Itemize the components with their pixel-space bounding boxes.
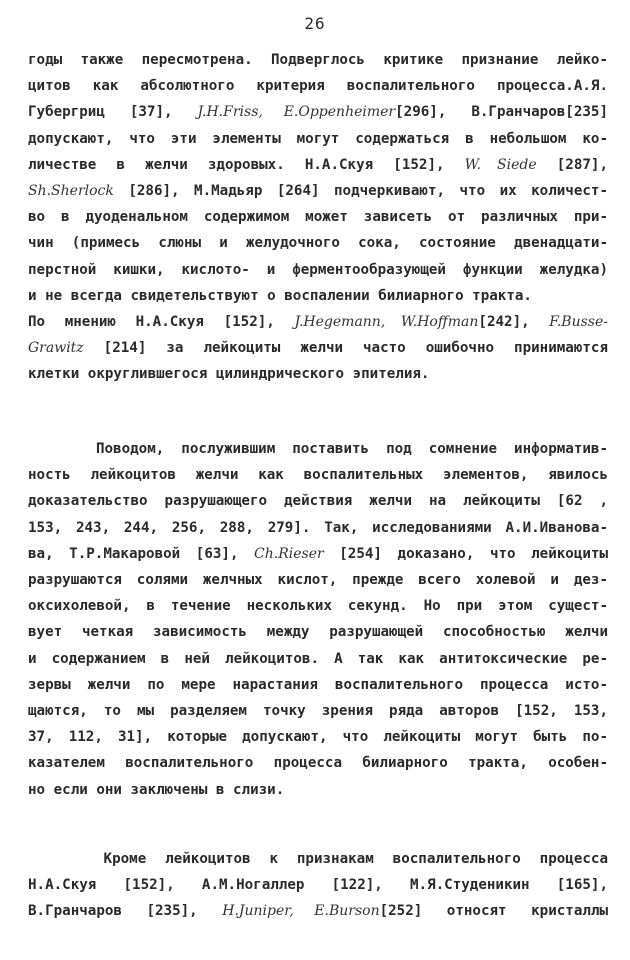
line-text: доказательство разрушающего действия желчи на лейкоциты [62 , — [28, 493, 608, 510]
line-text: но если они заключены в слизи. — [28, 781, 285, 798]
text-line — [28, 724, 608, 750]
text-line — [28, 698, 608, 724]
text-line — [28, 126, 608, 152]
line-text: Поводом, послужившим поставить под сомнение информатив- — [28, 441, 608, 457]
line-text: казателем воспалительного процесса билиарного тракта, особен- — [28, 755, 608, 772]
line-text: ва, Т.Р.Макаровой [63], — [28, 545, 255, 562]
line-text: клетки округлившегося цилиндрического эпителия. — [28, 366, 430, 383]
line-text: [254] доказано, что лейкоциты — [323, 545, 608, 562]
line-text: цитов как абсолютного критерия воспалительного процесса.А.Я. — [28, 78, 608, 95]
text-line — [28, 178, 608, 204]
line-text: Кроме лейкоцитов к признакам воспалительного процесса — [28, 851, 608, 867]
line-text: ность лейкоцитов желчи как воспалительных элементов, явилось — [28, 467, 608, 484]
text-line — [28, 309, 608, 335]
text-line — [28, 515, 608, 541]
text-line — [28, 846, 608, 872]
text-line — [28, 47, 608, 73]
text-line — [28, 567, 608, 593]
line-text: чин (примесь слюны и желудочного сока, состояние двенадцати- — [28, 235, 608, 252]
line-text: 37, 112, 31], которые допускают, что лейкоциты могут быть по- — [28, 729, 608, 746]
handwritten-author-name: Grawitz — [28, 340, 84, 357]
line-text: во в дуоденальном содержимом может зависеть от различных при- — [28, 209, 608, 226]
text-line — [28, 73, 608, 99]
line-text: вует четкая зависимость между разрушающей способностью желчи — [28, 624, 608, 641]
text-line — [28, 672, 608, 698]
line-text: и содержанием в ней лейкоцитов. А так как антитоксические ре- — [28, 650, 608, 667]
text-line — [28, 593, 608, 619]
line-text: [287], — [536, 156, 608, 173]
line-text: щаются, то мы разделяем точку зрения ряда авторов [152, 153, — [28, 703, 608, 719]
text-line — [28, 257, 608, 283]
line-text: годы также пересмотрена. Подверглось критике признание лейко- — [28, 52, 608, 68]
line-text: и не всегда свидетельствуют о воспалении билиарного тракта. — [28, 287, 532, 304]
text-line — [28, 204, 608, 230]
text-line — [28, 361, 608, 387]
text-line — [28, 335, 608, 361]
handwritten-author-name: J.H.Friss, E.Oppenheimer — [197, 104, 396, 121]
text-line — [28, 488, 608, 514]
text-line — [28, 541, 608, 567]
line-text: допускают, что эти элементы могут содержаться в небольшом ко- — [28, 130, 608, 147]
text-line — [28, 436, 608, 462]
line-text: зервы желчи по мере нарастания воспалительного процесса исто- — [28, 676, 608, 693]
text-line — [28, 619, 608, 645]
page-number: 26 — [304, 14, 326, 33]
line-text: Н.А.Скуя [152], А.М.Ногаллер [122], М.Я.Студеникин [165], — [28, 877, 608, 894]
line-text: [214] за лейкоциты желчи часто ошибочно принимаются — [83, 340, 608, 357]
line-text: По мнению Н.А.Скуя [152], — [28, 314, 295, 330]
line-text: [242], — [478, 314, 550, 330]
handwritten-author-name: F.Busse- — [549, 314, 608, 330]
text-line — [28, 898, 608, 924]
handwritten-author-name: H.Juniper, E.Burson — [222, 903, 380, 920]
text-line — [28, 152, 608, 178]
handwritten-author-name: J.Hegemann, W.Hoffman — [294, 314, 479, 330]
line-text: личестве в желчи здоровых. Н.А.Скуя [152], — [28, 156, 465, 173]
line-text: перстной кишки, кислото- и ферментообразующей функции желудка) — [28, 261, 608, 278]
handwritten-author-name: Ch.Rieser — [254, 545, 324, 562]
text-line — [28, 462, 608, 488]
line-text: [286], М.Мадьяр [264] подчеркивают, что их количест- — [113, 183, 608, 199]
line-text: 153, 243, 244, 256, 288, 279]. Так, исследованиями А.И.Иванова- — [28, 519, 608, 536]
handwritten-author-name: Sh.Sherlock — [28, 183, 114, 199]
text-line — [28, 750, 608, 776]
handwritten-author-name: W. Siede — [464, 156, 537, 173]
text-line — [28, 872, 608, 898]
text-line — [28, 230, 608, 256]
line-text: [296], В.Гранчаров[235] — [395, 104, 608, 121]
text-line — [28, 283, 608, 309]
text-line — [28, 99, 608, 125]
text-line — [28, 646, 608, 672]
line-text: В.Гранчаров [235], — [28, 903, 223, 920]
line-text: Губергриц [37], — [28, 104, 198, 121]
text-line — [28, 777, 608, 803]
line-text: [252] относят кристаллы — [379, 903, 608, 920]
line-text: разрушаются солями желчных кислот, прежде всего холевой и дез- — [28, 572, 608, 588]
line-text: оксихолевой, в течение нескольких секунд. Но при этом сущест- — [28, 598, 608, 615]
